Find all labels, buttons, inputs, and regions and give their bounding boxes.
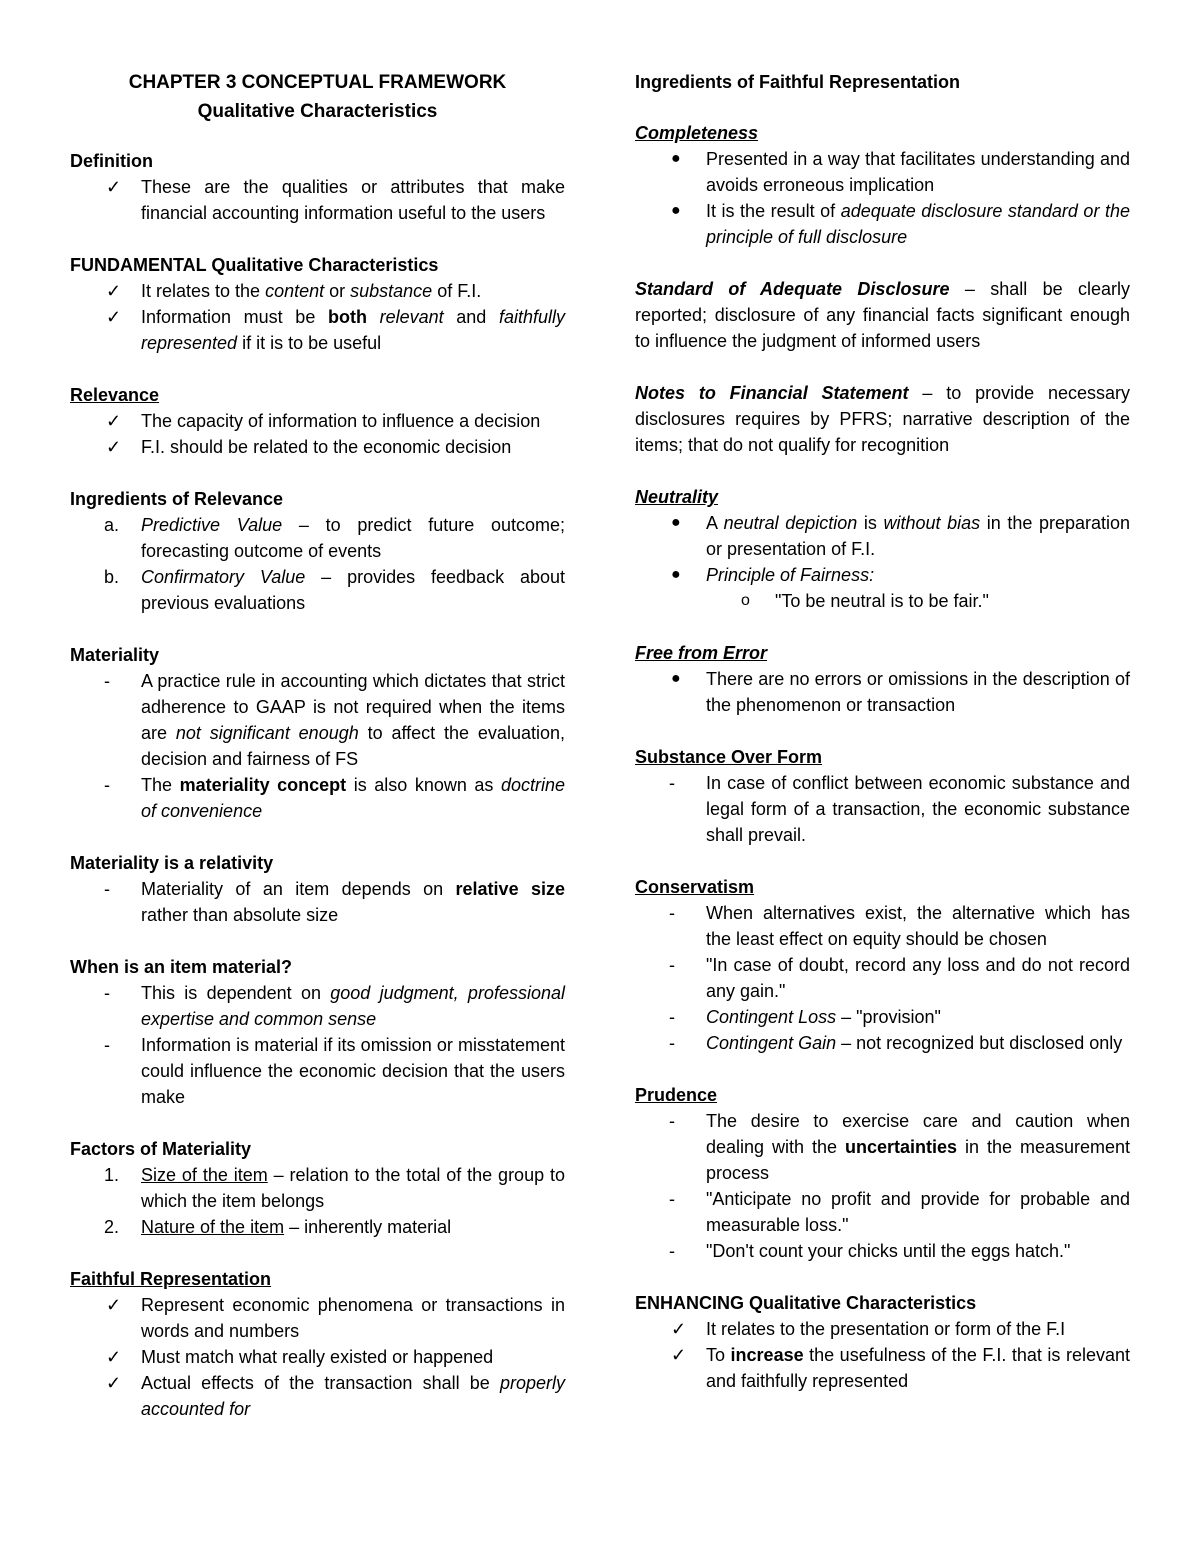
list-item: 2. Nature of the item – inherently material	[104, 1217, 452, 1237]
list-item: - Materiality of an item depends on relative size rather than absolute size	[104, 879, 565, 925]
list-item: - "Anticipate no profit and provide for probable and measurable loss."	[669, 1189, 1130, 1235]
list-item: - "Don't count your chicks until the eggs hatch."	[669, 1241, 1071, 1261]
conservatism-heading: Conservatism	[635, 877, 755, 897]
left-column	[70, 68, 565, 1422]
substance-section	[635, 744, 1130, 848]
list-item: - "In case of doubt, record any loss and do not record any gain."	[669, 955, 1130, 1001]
check-icon: ✓	[106, 1347, 122, 1367]
relativity-heading: Materiality is a relativity	[70, 853, 274, 873]
fundamental-section	[70, 252, 565, 356]
list-item: ● A neutral depiction is without bias in the preparation or presentation of F.I.	[635, 510, 1130, 562]
notes-paragraph: Notes to Financial Statement – to provide necessary disclosures requires by PFRS; narrative description of the items; that do not qualify for recognition	[635, 383, 1131, 455]
check-icon: ✓	[106, 177, 122, 197]
bullet-icon: ●	[671, 566, 681, 583]
right-column	[635, 68, 1130, 1394]
ingredients-faithful-heading: Ingredients of Faithful Representation	[635, 72, 961, 92]
check-icon: ✓	[106, 1373, 122, 1393]
check-icon: ✓	[106, 1295, 122, 1315]
factors-section	[70, 1136, 565, 1240]
faithful-heading: Faithful Representation	[70, 1269, 272, 1289]
materiality-heading: Materiality	[70, 645, 160, 665]
when-material-section	[70, 954, 565, 1110]
list-item: ✓ Represent economic phenomena or transactions in words and numbers	[70, 1292, 565, 1344]
list-item: - The desire to exercise care and caution when dealing with the uncertainties in the measurement process	[669, 1111, 1130, 1183]
definition-heading: Definition	[70, 151, 153, 171]
bullet-icon: ●	[671, 670, 681, 687]
check-icon: ✓	[106, 411, 122, 431]
list-item: ✓ Information must be both relevant and faithfully represented if it is to be useful	[70, 304, 565, 356]
list-item: ✓ To increase the usefulness of the F.I. that is relevant and faithfully represented	[635, 1342, 1130, 1394]
list-item: a. Predictive Value – to predict future outcome; forecasting outcome of events	[104, 515, 566, 561]
check-icon: ✓	[671, 1345, 687, 1365]
chapter-subtitle: Qualitative Characteristics	[197, 101, 438, 122]
list-item: ✓ These are the qualities or attributes that make financial accounting information useful to the users	[70, 174, 565, 226]
bullet-icon: ●	[671, 514, 681, 531]
list-item: 1. Size of the item – relation to the total of the group to which the item belongs	[104, 1165, 565, 1211]
ingredients-relevance-heading: Ingredients of Relevance	[70, 489, 284, 509]
list-item: ✓ F.I. should be related to the economic decision	[70, 434, 565, 460]
chapter-title: CHAPTER 3 CONCEPTUAL FRAMEWORK	[128, 72, 507, 93]
list-item: - Contingent Gain – not recognized but disclosed only	[669, 1033, 1123, 1053]
relativity-section	[70, 850, 565, 928]
list-item: ● There are no errors or omissions in the description of the phenomenon or transaction	[635, 666, 1130, 718]
list-item: ● Principle of Fairness:	[635, 562, 1130, 588]
check-icon: ✓	[106, 281, 122, 301]
factors-heading: Factors of Materiality	[70, 1139, 252, 1159]
list-item: ✓ Actual effects of the transaction shall be properly accounted for	[70, 1370, 565, 1422]
list-item: ✓ It relates to the content or substance of F.I.	[70, 278, 565, 304]
list-item: - When alternatives exist, the alternative which has the least effect on equity should be chosen	[669, 903, 1130, 949]
completeness-section	[635, 120, 1130, 250]
check-icon: ✓	[106, 437, 122, 457]
list-item: b. Confirmatory Value – provides feedback about previous evaluations	[104, 567, 565, 613]
completeness-heading: Completeness	[635, 123, 759, 143]
list-item: - Information is material if its omission or misstatement could influence the economic decision that the users make	[104, 1035, 565, 1107]
ingredients-relevance-section	[70, 486, 565, 616]
adequate-disclosure-paragraph: Standard of Adequate Disclosure – shall be clearly reported; disclosure of any financial facts significant enough to influence the judgment of informed users	[635, 279, 1131, 351]
list-item: ● It is the result of adequate disclosure standard or the principle of full disclosure	[635, 198, 1130, 250]
substance-heading: Substance Over Form	[635, 747, 823, 767]
bullet-icon: ●	[671, 150, 681, 167]
list-item: - This is dependent on good judgment, professional expertise and common sense	[104, 983, 565, 1029]
list-item: ✓ It relates to the presentation or form of the F.I	[635, 1316, 1130, 1342]
list-item: - The materiality concept is also known as doctrine of convenience	[104, 775, 565, 821]
neutrality-heading: Neutrality	[635, 487, 719, 507]
list-item: ● Presented in a way that facilitates understanding and avoids erroneous implication	[635, 146, 1130, 198]
enhancing-section	[635, 1290, 1130, 1394]
enhancing-heading: ENHANCING Qualitative Characteristics	[635, 1293, 977, 1313]
faithful-section	[70, 1266, 565, 1422]
bullet-icon: ●	[671, 202, 681, 219]
list-item: - In case of conflict between economic substance and legal form of a transaction, the economic substance shall prevail.	[669, 773, 1130, 845]
list-item: ✓ Must match what really existed or happened	[70, 1344, 565, 1370]
prudence-heading: Prudence	[635, 1085, 718, 1105]
fundamental-heading: FUNDAMENTAL Qualitative Characteristics	[70, 255, 439, 275]
free-error-heading: Free from Error	[635, 643, 768, 663]
free-error-section	[635, 640, 1130, 718]
neutrality-section	[635, 484, 1130, 614]
check-icon: ✓	[671, 1319, 687, 1339]
list-item: ✓ The capacity of information to influence a decision	[70, 408, 565, 434]
when-material-heading: When is an item material?	[70, 957, 293, 977]
definition-section	[70, 148, 565, 226]
sub-list-item: o "To be neutral is to be fair."	[741, 591, 989, 611]
list-item: - A practice rule in accounting which dictates that strict adherence to GAAP is not required when the items are not significant enough to affect the evaluation, decision and fairness of FS	[104, 671, 565, 769]
materiality-section	[70, 642, 565, 824]
check-icon: ✓	[106, 307, 122, 327]
list-item: - Contingent Loss – "provision"	[669, 1007, 941, 1027]
conservatism-section	[635, 874, 1130, 1056]
relevance-section	[70, 382, 565, 460]
prudence-section	[635, 1082, 1130, 1264]
relevance-heading: Relevance	[70, 385, 160, 405]
